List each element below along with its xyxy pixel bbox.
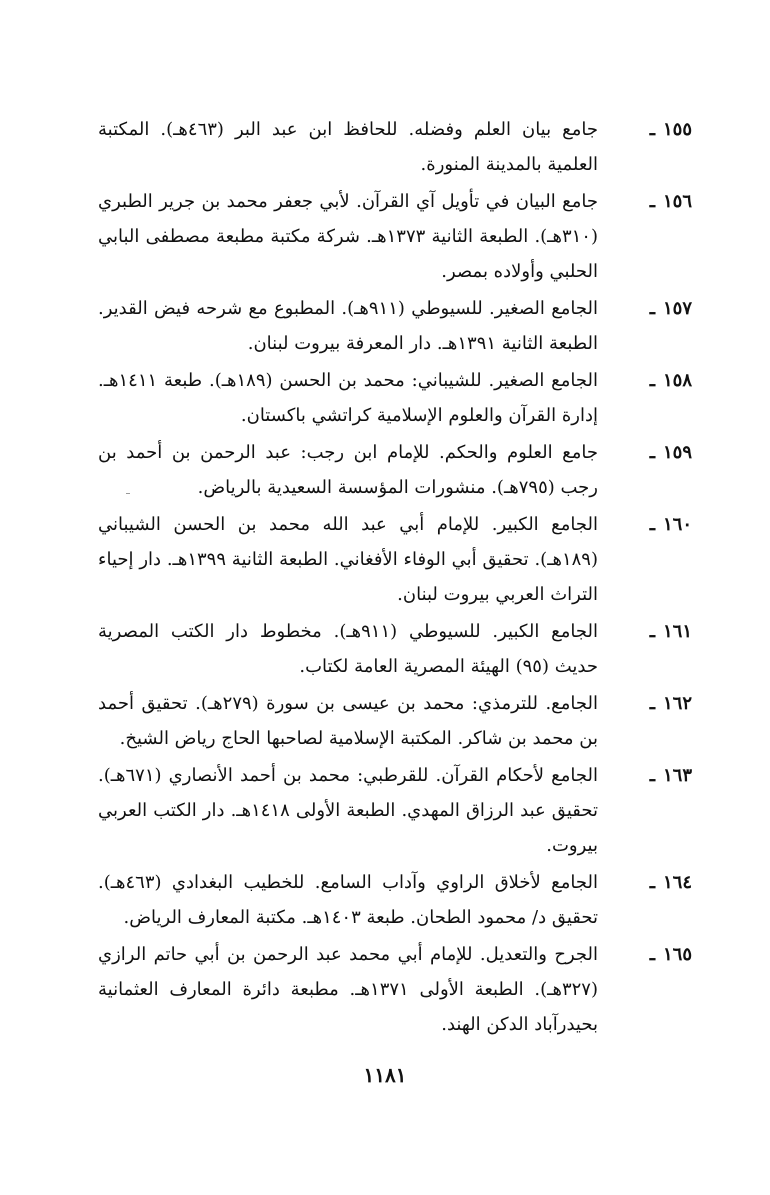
- entry-number: ١٥٨ـ: [649, 370, 692, 391]
- entry-text: الجامع الكبير. للإمام أبي عبد الله محمد بن الحسن الشيباني (١٨٩هـ). تحقيق أبي الوفاء الأفغاني. الطبعة الثانية ١٣٩٩هـ. دار إحياء التراث العربي بيروت لبنان.: [98, 514, 599, 605]
- entry-number: ١٦٥ـ: [649, 944, 692, 965]
- bibliography-entry: [98, 614, 692, 684]
- entry-text: الجامع لأحكام القرآن. للقرطبي: محمد بن أحمد الأنصاري (٦٧١هـ). تحقيق عبد الرزاق المهدي. الطبعة الأولى ١٤١٨هـ. دار الكتب العربي بيروت.: [98, 765, 598, 856]
- bibliography-entry: [98, 758, 692, 863]
- bibliography-list: [98, 112, 692, 1044]
- entry-number: ١٦٢ـ: [649, 693, 692, 714]
- entry-number: ١٥٩ـ: [649, 442, 692, 463]
- entry-text: جامع بيان العلم وفضله. للحافظ ابن عبد البر (٤٦٣هـ). المكتبة العلمية بالمدينة المنورة.: [98, 119, 599, 175]
- entry-text: الجرح والتعديل. للإمام أبي محمد عبد الرحمن بن أبي حاتم الرازي (٣٢٧هـ). الطبعة الأولى ١٣٧١هـ. مطبعة دائرة المعارف العثمانية بحيدرآباد الدكن الهند.: [98, 944, 598, 1035]
- entry-text: الجامع الصغير. للشيباني: محمد بن الحسن (١٨٩هـ). طبعة ١٤١١هـ. إدارة القرآن والعلوم الإسلامية كراتشي باكستان.: [98, 370, 598, 426]
- entry-text: جامع البيان في تأويل آي القرآن. لأبي جعفر محمد بن جرير الطبري (٣١٠هـ). الطبعة الثانية ١٣٧٣هـ. شركة مكتبة مطبعة مصطفى البابي الحلبي وأولاده بمصر.: [98, 191, 598, 282]
- entry-number: ١٦١ـ: [649, 621, 692, 642]
- entry-number: ١٥٧ـ: [649, 298, 692, 319]
- bibliography-entry: [98, 937, 692, 1042]
- bibliography-entry: [98, 435, 692, 505]
- entry-text: جامع العلوم والحكم. للإمام ابن رجب: عبد الرحمن بن أحمد بن رجب (٧٩٥هـ). منشورات المؤسسة السعيدية بالرياض.: [98, 442, 598, 498]
- entry-number: ١٥٦ـ: [649, 191, 692, 212]
- bibliography-entry: [98, 184, 692, 289]
- entry-text: الجامع. للترمذي: محمد بن عيسى بن سورة (٢٧٩هـ). تحقيق أحمد بن محمد بن شاكر. المكتبة الإسلامية لصاحبها الحاج رياض الشيخ.: [98, 693, 598, 749]
- page-number: ١١٨١: [363, 1063, 407, 1087]
- entry-text: الجامع الكبير. للسيوطي (٩١١هـ). مخطوط دار الكتب المصرية حديث (٩٥) الهيئة المصرية العامة لكتاب.: [98, 621, 598, 677]
- entry-number: ١٦٣ـ: [649, 765, 692, 786]
- bibliography-entry: [98, 507, 692, 612]
- bibliography-entry: [98, 112, 692, 182]
- bibliography-entry: [98, 363, 692, 433]
- bibliography-entry: [98, 291, 692, 361]
- bibliography-entry: [98, 686, 692, 756]
- entry-number: ١٦٤ـ: [649, 872, 692, 893]
- entry-number: ١٦٠ـ: [649, 514, 692, 535]
- entry-text: الجامع لأخلاق الراوي وآداب السامع. للخطيب البغدادي (٤٦٣هـ). تحقيق د/ محمود الطحان. طبعة ١٤٠٣هـ. مكتبة المعارف الرياض.: [98, 872, 598, 928]
- scan-speck: [126, 493, 130, 494]
- bibliography-entry: [98, 865, 692, 935]
- entry-text: الجامع الصغير. للسيوطي (٩١١هـ). المطبوع مع شرحه فيض القدير. الطبعة الثانية ١٣٩١هـ. دار المعرفة بيروت لبنان.: [98, 298, 598, 354]
- entry-number: ١٥٥ـ: [649, 119, 692, 140]
